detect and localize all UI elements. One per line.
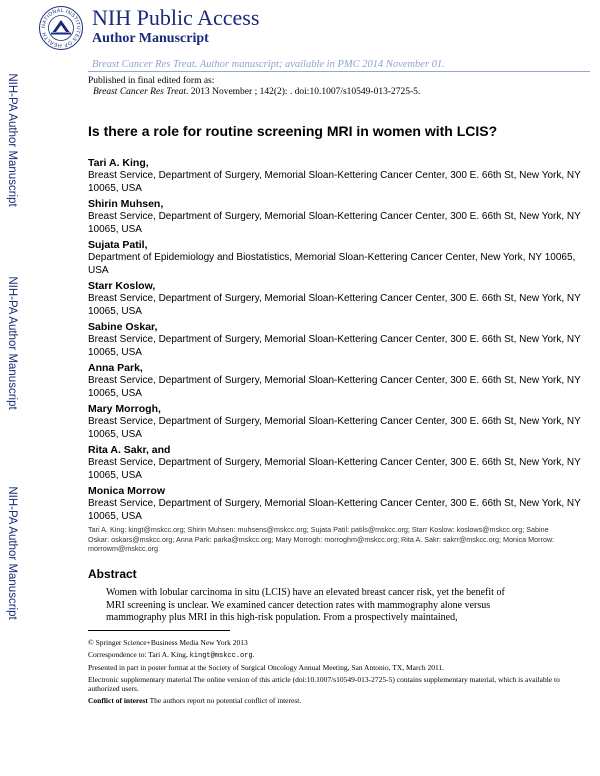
author-entry [88,444,588,485]
citation-journal: Breast Cancer Res Treat [93,87,186,97]
author-entry [88,239,588,280]
author-affiliation: Breast Service, Department of Surgery, Memorial Sloan-Kettering Cancer Center, 300 E. 66th St, New York, NY 10065, USA [88,498,581,522]
author-entry [88,485,588,526]
author-affiliation: Breast Service, Department of Surgery, Memorial Sloan-Kettering Cancer Center, 300 E. 66th St, New York, NY 10065, USA [88,293,581,317]
author-name: Sujata Patil, [88,239,148,251]
copyright-note: © Springer Science+Business Media New York 2013 [88,638,248,647]
author-name: Anna Park, [88,362,143,374]
logo-text: NATIONAL INSTITUTES OF HEALTH [40,7,82,49]
author-affiliation: Breast Service, Department of Surgery, Memorial Sloan-Kettering Cancer Center, 300 E. 66th St, New York, NY 10065, USA [88,334,581,358]
author-affiliation: Breast Service, Department of Surgery, Memorial Sloan-Kettering Cancer Center, 300 E. 66th St, New York, NY 10065, USA [88,416,581,440]
author-entry [88,403,588,444]
author-name: Starr Koslow, [88,280,156,292]
author-name: Mary Morrogh, [88,403,161,415]
author-entry [88,362,588,403]
author-affiliation: Breast Service, Department of Surgery, Memorial Sloan-Kettering Cancer Center, 300 E. 66th St, New York, NY 10065, USA [88,457,581,481]
nih-logo-icon [38,5,84,51]
header [92,6,259,47]
footnotes [88,638,574,707]
author-entry [88,198,588,239]
sidebar-label-1: NIH-PA Author Manuscript [6,73,18,207]
author-name: Tari A. King, [88,157,149,169]
abstract-text: Women with lobular carcinoma in situ (LCIS) have an elevated breast cancer risk, yet the benefit of MRI screening is unclear. We examined cancer detection rates with mammography alone versus mammography plus MRI in this high-risk population. From a prospectively maintained, [106,587,505,623]
correspondence-note: Correspondence to: Tari A. King, kingt@mskcc.org. [88,649,255,660]
abstract-heading: Abstract [88,567,137,581]
conflict-label: Conflict of interest [88,695,148,705]
author-name: Sabine Oskar, [88,321,158,333]
author-emails: Tari A. King: kingt@mskcc.org; Shirin Muhsen: muhsens@mskcc.org; Sujata Patil: patils@mskcc.org; Starr Koslow: koslows@mskcc.org; Sabine Oskar: oskars@mskcc.org; Anna Park: parka@mskcc.org; Mary Morrogh: morroghm@mskcc.org; Rita A. Sakr: sakrr@mskcc.org; Monica Morrow: morrowm@mskcc.org [88,525,555,553]
citation-details: . 2013 November ; 142(2): . doi:10.1007/s10549-013-2725-5. [185,87,421,97]
article-title: Is there a role for routine screening MRI in women with LCIS? [88,123,498,139]
author-entry [88,321,588,362]
header-title: NIH Public Access [92,5,260,30]
presentation-note: Presented in part in poster format at the Society of Surgical Oncology Annual Meeting, San Antonio, TX, March 2011. [88,663,445,672]
author-entry [88,280,588,321]
author-affiliation: Department of Epidemiology and Biostatistics, Memorial Sloan-Kettering Cancer Center, New York, NY 10065, USA [88,252,576,276]
correspondence-email: kingt@mskcc.org [189,651,253,660]
published-label: Published in final edited form as: [88,76,215,86]
sidebar-label-2: NIH-PA Author Manuscript [6,276,18,410]
availability-line: Breast Cancer Res Treat. Author manuscript; available in PMC 2014 November 01. [92,59,445,70]
footnote-divider [88,630,230,631]
author-entry [88,157,588,198]
conflict-note: Conflict of interest The authors report no potential conflict of interest. [88,695,302,705]
citation [93,87,420,99]
author-affiliation: Breast Service, Department of Surgery, Memorial Sloan-Kettering Cancer Center, 300 E. 66th St, New York, NY 10065, USA [88,375,581,399]
author-list [88,157,588,526]
author-name: Rita A. Sakr, and [88,444,171,456]
header-divider [88,71,590,72]
header-subtitle: Author Manuscript [92,31,209,46]
supplementary-note: Electronic supplementary material The online version of this article (doi:10.1007/s10549-013-2725-5) contains supplementary material, which is available to authorized users. [88,674,560,693]
author-affiliation: Breast Service, Department of Surgery, Memorial Sloan-Kettering Cancer Center, 300 E. 66th St, New York, NY 10065, USA [88,170,581,194]
author-name: Monica Morrow [88,485,166,497]
author-affiliation: Breast Service, Department of Surgery, Memorial Sloan-Kettering Cancer Center, 300 E. 66th St, New York, NY 10065, USA [88,211,581,235]
sidebar-label-3: NIH-PA Author Manuscript [6,486,18,620]
author-name: Shirin Muhsen, [88,198,164,210]
